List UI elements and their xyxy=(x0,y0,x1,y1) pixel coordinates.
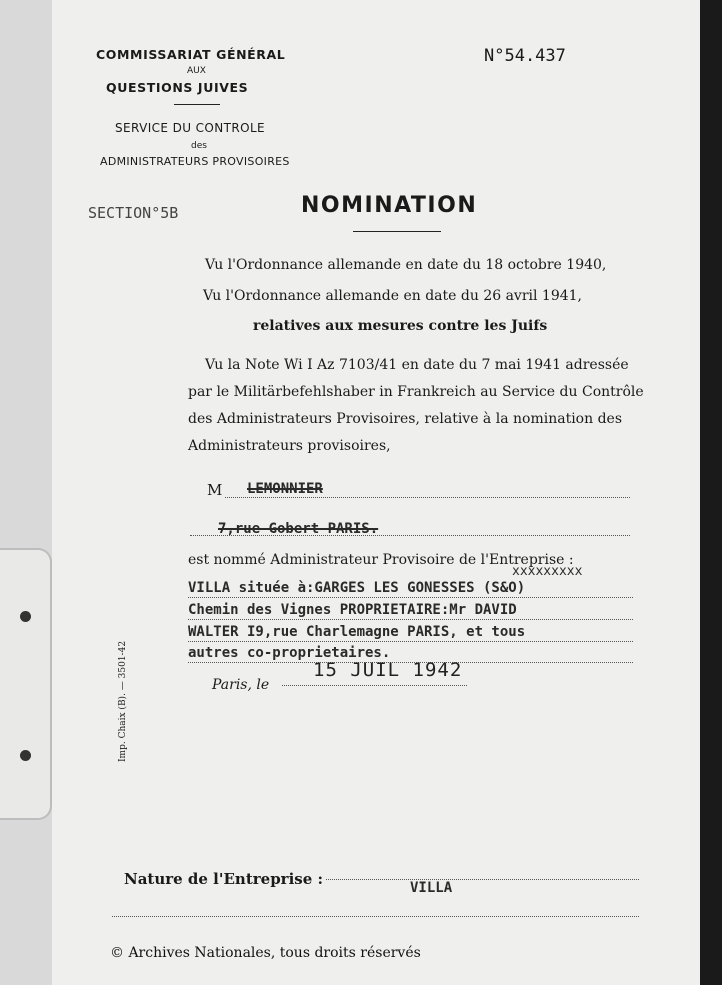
relatives-line: relatives aux mesures contre les Juifs xyxy=(253,318,548,334)
ordonnance-2: Vu l'Ordonnance allemande en date du 26 avril 1941, xyxy=(203,288,583,304)
nature-label: Nature de l'Entreprise : xyxy=(124,870,324,888)
date-label: Paris, le xyxy=(212,677,270,693)
service-line2: des xyxy=(191,141,207,151)
service-line1: SERVICE DU CONTROLE xyxy=(115,121,266,135)
right-margin xyxy=(700,0,722,985)
overstrike-marks: xxxxxxxxx xyxy=(512,564,583,579)
name-line xyxy=(225,497,630,498)
ordonnance-1: Vu l'Ordonnance allemande en date du 18 octobre 1940, xyxy=(205,257,607,273)
note-line2: par le Militärbefehlshaber in Frankreich au Service du Contrôle xyxy=(188,384,644,400)
section-code: SECTION°5B xyxy=(88,204,179,222)
page-title: NOMINATION xyxy=(301,193,478,218)
nature-value: VILLA xyxy=(410,880,453,896)
header-rule-1 xyxy=(174,104,220,105)
header-line1: COMMISSARIAT GÉNÉRAL xyxy=(96,47,286,62)
title-rule xyxy=(353,231,441,232)
enterprise-line3: WALTER I9,rue Charlemagne PARIS, et tous xyxy=(188,624,526,640)
nature-line-2 xyxy=(112,916,639,917)
nature-line-1 xyxy=(326,879,639,880)
nomme-line: est nommé Administrateur Provisoire de l'Entreprise : xyxy=(188,552,574,568)
header-line2: AUX xyxy=(187,66,206,76)
punch-hole-bottom xyxy=(20,750,31,761)
appointee-name: LEMONNIER xyxy=(247,481,323,497)
copyright-notice: © Archives Nationales, tous droits réservés xyxy=(110,945,421,961)
date-line xyxy=(282,685,467,686)
document-sheet xyxy=(52,0,714,985)
appointee-address: 7,rue Gobert PARIS. xyxy=(218,521,379,537)
appointee-prefix: M xyxy=(207,481,223,499)
note-line4: Administrateurs provisoires, xyxy=(188,438,391,454)
address-line xyxy=(190,535,630,536)
enterprise-dots-3 xyxy=(188,641,633,642)
punch-hole-top xyxy=(20,611,31,622)
header-line3: QUESTIONS JUIVES xyxy=(106,80,249,95)
service-line3: ADMINISTRATEURS PROVISOIRES xyxy=(100,155,290,168)
printer-mark: Imp. Chaix (B). — 3501-42 xyxy=(118,640,128,762)
left-margin xyxy=(0,0,52,985)
enterprise-line2: Chemin des Vignes PROPRIETAIRE:Mr DAVID xyxy=(188,602,517,618)
document-number: N°54.437 xyxy=(484,46,566,66)
date-stamp: 15 JUIL 1942 xyxy=(313,659,463,681)
note-line1: Vu la Note Wi I Az 7103/41 en date du 7 mai 1941 adressée xyxy=(205,357,629,373)
enterprise-dots-2 xyxy=(188,619,633,620)
note-line3: des Administrateurs Provisoires, relative à la nomination des xyxy=(188,411,622,427)
enterprise-dots-1 xyxy=(188,597,633,598)
enterprise-line1: VILLA située à:GARGES LES GONESSES (S&O) xyxy=(188,580,526,596)
binder-tab xyxy=(0,548,52,820)
enterprise-line4: autres co-proprietaires. xyxy=(188,645,391,661)
